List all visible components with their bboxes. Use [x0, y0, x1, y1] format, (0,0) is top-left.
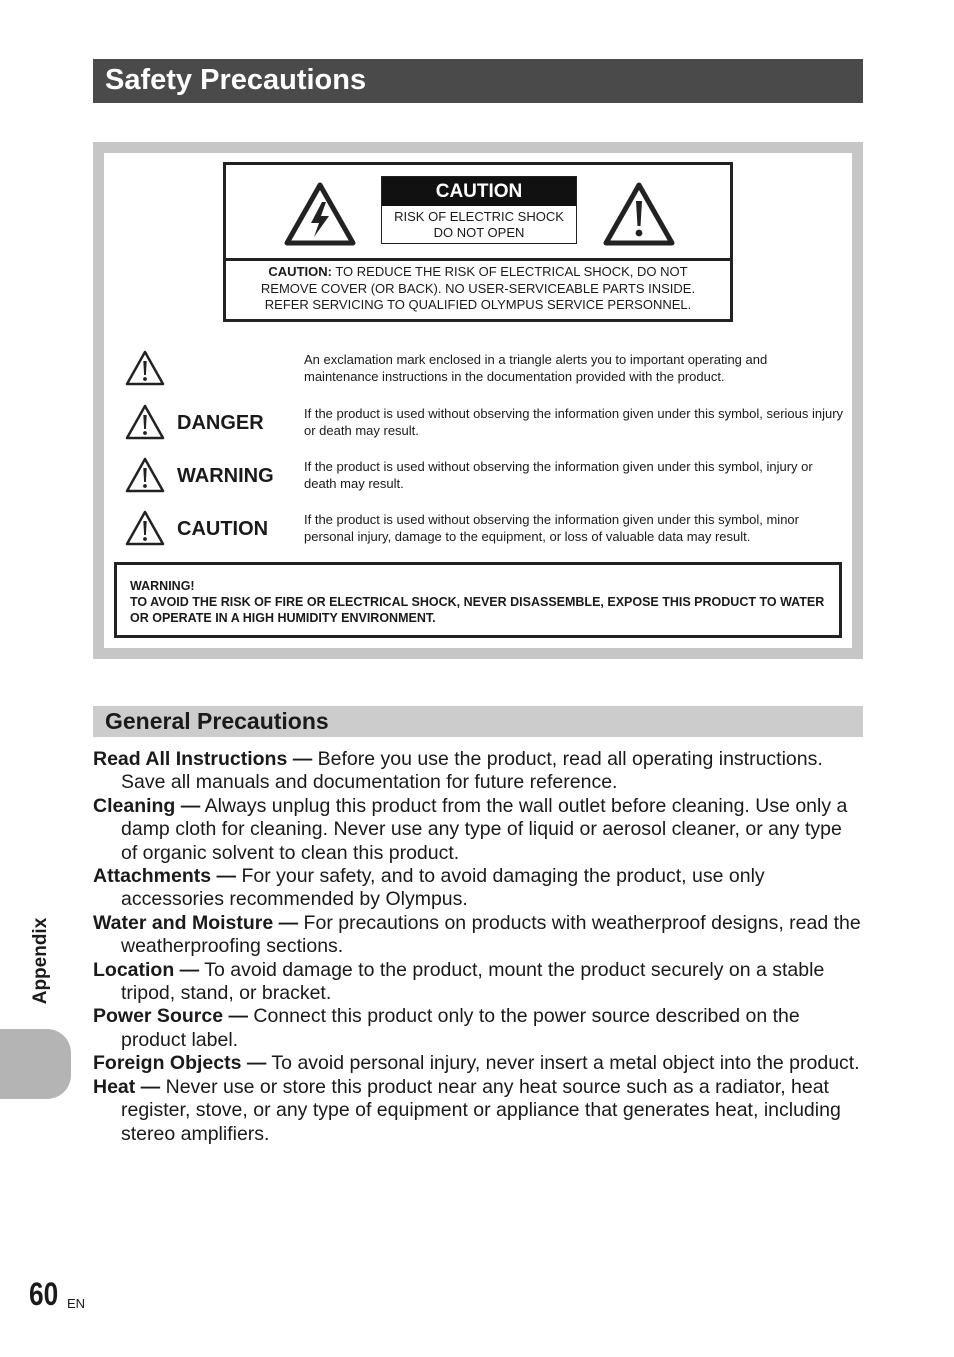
symbol-description: If the product is used without observing the information given under this symbol, injury or death may result. — [304, 459, 813, 491]
symbol-label: DANGER — [177, 412, 264, 434]
list-item: Cleaning — Always unplug this product from the wall outlet before cleaning. Use only a damp cloth for cleaning. Never use any type of liquid or aerosol cleaner, or any type of organic solvent to clean this product. — [93, 794, 848, 864]
list-item: Attachments — For your safety, and to avoid damaging the product, use only accessories recommended by Olympus. — [93, 865, 765, 911]
symbol-row-exclamation — [125, 350, 845, 394]
warning-heading: WARNING! — [130, 579, 195, 593]
warning-text: TO AVOID THE RISK OF FIRE OR ELECTRICAL SHOCK, NEVER DISASSEMBLE, EXPOSE THIS PRODUCT TO WATER OR OPERATE IN A HIGH HUMIDITY ENVIRONMENT. — [130, 595, 825, 625]
danger-triangle-icon — [125, 404, 165, 440]
caution-triangle-icon — [125, 510, 165, 546]
list-item: Water and Moisture — For precautions on products with weatherproof designs, read the weatherproofing sections. — [93, 911, 861, 958]
general-precautions-list — [93, 748, 863, 1146]
symbol-row-warning — [125, 457, 845, 501]
page-language: EN — [67, 1296, 86, 1311]
caution-heading: CAUTION — [382, 177, 576, 206]
caution-label — [223, 162, 733, 322]
list-item: Power Source — Connect this product only to the power source described on the product label. — [93, 1005, 800, 1051]
side-tab — [0, 1029, 71, 1099]
symbol-label: CAUTION — [177, 518, 269, 540]
warning-box — [114, 562, 842, 638]
electric-shock-warning-icon — [284, 182, 356, 246]
caution-text: CAUTION: TO REDUCE THE RISK OF ELECTRICAL SHOCK, DO NOT REMOVE COVER (OR BACK). NO USER-SERVICEABLE PARTS INSIDE. REFER SERVICING TO QUALIFIED OLYMPUS SERVICE PERSONNEL. — [260, 264, 696, 312]
exclamation-warning-icon — [603, 182, 675, 246]
list-item: Read All Instructions — Before you use the product, read all operating instructions. Save all manuals and documentation for future reference. — [93, 748, 823, 794]
symbol-row-danger — [125, 404, 845, 448]
section-heading: General Precautions — [105, 708, 329, 734]
caution-subtext: RISK OF ELECTRIC SHOCK DO NOT OPEN — [394, 209, 564, 240]
page-number: 60 — [29, 1276, 59, 1312]
general-precautions-bar — [93, 706, 863, 737]
caution-label-divider — [226, 258, 730, 261]
list-item: Heat — Never use or store this product near any heat source such as a radiator, heat register, stove, or any type of equipment or appliance that generates heat, including stereo amplifiers. — [93, 1075, 841, 1145]
list-item: Location — To avoid damage to the product, mount the product securely on a stable tripod, stand, or bracket. — [93, 958, 825, 1005]
title-bar — [93, 59, 863, 103]
side-tab-label: Appendix — [30, 917, 51, 1005]
exclamation-triangle-icon — [125, 350, 165, 386]
symbol-row-caution — [125, 510, 845, 554]
list-item: Foreign Objects — To avoid personal injury, never insert a metal object into the product. — [93, 1052, 860, 1075]
symbol-description: An exclamation mark enclosed in a triangle alerts you to important operating and maintenance instructions in the documentation provided with the product. — [304, 352, 768, 384]
warning-triangle-icon — [125, 457, 165, 493]
symbol-label: WARNING — [177, 465, 274, 487]
page-title: Safety Precautions — [105, 64, 367, 96]
symbol-description: If the product is used without observing the information given under this symbol, minor personal injury, damage to the equipment, or loss of valuable data may result. — [304, 512, 799, 544]
symbol-description: If the product is used without observing the information given under this symbol, serious injury or death may result. — [304, 406, 844, 438]
caution-heading-box — [381, 176, 577, 244]
